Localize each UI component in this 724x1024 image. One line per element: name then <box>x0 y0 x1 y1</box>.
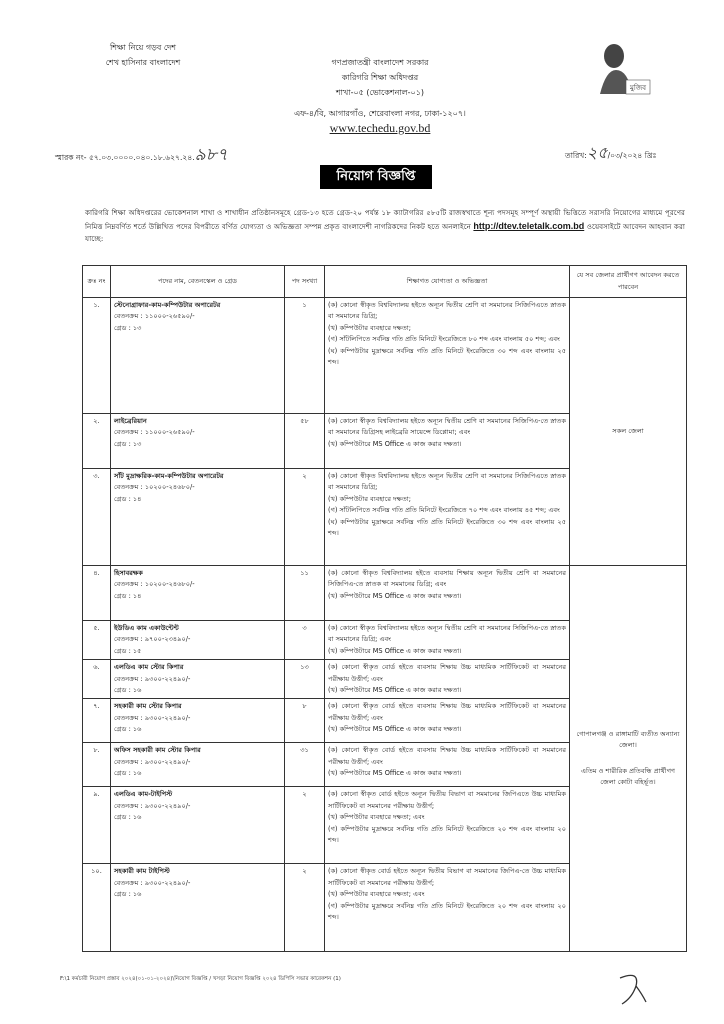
memo-prefix: স্মারক নং- ৫৭.০৩.০০০০.০৪০.১৮.৬২৭.২৪. <box>55 153 195 162</box>
post-count: ৩ <box>285 621 325 660</box>
qualification-cell <box>325 566 570 621</box>
gov-line-3: শাখা-০৫ (ভোকেশনাল-০১) <box>335 88 425 97</box>
header-qualification: শিক্ষাগত যোগ্যতা ও অভিজ্ঞতা <box>325 266 570 298</box>
qualification-cell <box>325 699 570 743</box>
qualification-item: (খ) কম্পিউটারে MS Office এ কাজ করার দক্ষতা। <box>328 646 462 655</box>
notice-date <box>565 140 657 167</box>
qualification-cell <box>325 787 570 864</box>
qualification-item: (খ) কম্পিউটারে MS Office এ কাজ করার দক্ষতা। <box>328 769 462 778</box>
post-name: সহকারী কাম স্টোর কিপার <box>114 702 182 711</box>
qualification-item: (ক) কোনো স্বীকৃত বোর্ড হইতে অন্যূন দ্বিতীয় বিভাগ বা সমমানের জিপিএ-তে উচ্চ মাধ্যমিক সার্টিফিকেট বা সমমানের পরীক্ষায় উত্তীর্ণ; <box>328 867 566 887</box>
pay-scale: বেতনক্রম : ৯৩০০-২২৪৯০/- <box>114 674 191 683</box>
pay-scale: বেতনক্রম : ৯৭০০-২৩৪৯০/- <box>114 635 191 644</box>
header-sl: ক্রঃ নং <box>83 266 111 298</box>
qualification-cell <box>325 621 570 660</box>
row-post-cell <box>111 660 285 699</box>
logo-text: মুজিব <box>629 84 647 92</box>
qualification-item: (খ) কম্পিউটার ব্যবহারে দক্ষতা; <box>328 323 411 332</box>
qualification-item: (খ) কম্পিউটারে MS Office এ কাজ করার দক্ষতা। <box>328 439 462 448</box>
qualification-item: (ক) কোনো স্বীকৃত বোর্ড হইতে ব্যবসায় শিক্ষায় উচ্চ মাধ্যমিক সার্টিফিকেট বা সমমানের পরীক্ষায় উত্তীর্ণ; এবং <box>328 702 566 722</box>
post-count: ২ <box>285 469 325 566</box>
pay-scale: বেতনক্রম : ১১০০০-২৬৫৯০/- <box>114 312 195 321</box>
district-all: সকল জেলা <box>570 298 687 566</box>
post-count: ১ <box>285 298 325 414</box>
qualification-item: (ক) কোনো স্বীকৃত বোর্ড হইতে ব্যবসায় শিক্ষায় উচ্চ মাধ্যমিক সার্টিফিকেট বা সমমানের পরীক্ষায় উত্তীর্ণ; এবং <box>328 663 566 683</box>
district-restriction-text: গোপালগঞ্জ ও রাঙ্গামাটি ব্যতীত অন্যান্য জেলা। <box>576 729 680 750</box>
qualification-item: (ঘ) কম্পিউটার মুদ্রাক্ষরে সর্বনিম্ন গতি প্রতি মিনিটে ইংরেজিতে ৩০ শব্দ এবং বাংলায় ২৫ শব্দ। <box>328 517 566 538</box>
row-serial: ১০. <box>83 864 111 952</box>
qualification-cell <box>325 743 570 787</box>
post-name: সাঁট মুদ্রাক্ষরিক-কাম-কম্পিউটার অপারেটর <box>114 472 224 480</box>
qualification-cell <box>325 469 570 566</box>
row-serial: ১. <box>83 298 111 414</box>
post-count: ২ <box>285 864 325 952</box>
table-body <box>83 298 687 952</box>
pay-grade: গ্রেড : ১৬ <box>114 813 142 822</box>
memo-handwritten-number: ৯৮৭ <box>194 145 228 165</box>
qualification-item: (খ) কম্পিউটারে MS Office এ কাজ করার দক্ষতা। <box>328 686 462 695</box>
qualification-item: (খ) কম্পিউটার ব্যবহারে দক্ষতা; <box>328 494 411 503</box>
qualification-item: (খ) কম্পিউটারে MS Office এ কাজ করার দক্ষতা। <box>328 725 462 734</box>
file-path-footer: F:\1 কর্মচারী নিয়োগ প্রস্তাব ২০২৪(০১-০১-২০২৪)\নিয়োগ বিজ্ঞপ্তি / খসড়া নিয়োগ বিজ্ঞপ্তি ২০২৪ ডিপিসি সভার কারেকশন (1) <box>60 976 341 982</box>
qualification-item: (খ) কম্পিউটার ব্যবহারে দক্ষতা; এবং <box>328 890 425 899</box>
website-link[interactable]: www.techedu.gov.bd <box>329 121 431 135</box>
row-post-cell <box>111 298 285 414</box>
pay-grade: গ্রেড : ১৫ <box>114 646 142 655</box>
row-post-cell <box>111 864 285 952</box>
date-rest: /০৩/২০২৪ খ্রিঃ <box>607 151 657 160</box>
post-name: এলডিএ কাম স্টোর কিপার <box>114 663 184 672</box>
post-name: এলডিএ কাম-টাইপিস্ট <box>114 790 173 799</box>
mujib-logo <box>596 36 654 98</box>
post-count: ৩১ <box>285 743 325 787</box>
pay-scale: বেতনক্রম : ৯৩০০-২২৪৯০/- <box>114 878 191 887</box>
pay-grade: গ্রেড : ১৩ <box>114 439 142 448</box>
signature-mark-icon <box>612 968 652 1008</box>
intro-paragraph <box>85 207 685 246</box>
district-restricted <box>570 566 687 952</box>
district-quota-note: এতিম ও শারীরিক প্রতিবন্ধি প্রার্থীগণ জেলা কোটা বহির্ভূত। <box>580 766 676 787</box>
qualification-item: (ক) কোনো স্বীকৃত বোর্ড হইতে অন্যূন দ্বিতীয় বিভাগ বা সমমানের জিপিএতে উচ্চ মাধ্যমিক সার্টিফিকেট বা সমমানের পরীক্ষায় উত্তীর্ণ; <box>328 790 566 810</box>
qualification-item: (খ) কম্পিউটার ব্যবহারে দক্ষতা; এবং <box>328 813 425 822</box>
gov-line-4: এফ-৪/বি, আগারগাঁও, শেরেবাংলা নগর, ঢাকা-১২০৭। <box>294 109 466 118</box>
qualification-cell <box>325 414 570 469</box>
pay-scale: বেতনক্রম : ৯৩০০-২২৪৯০/- <box>114 713 191 722</box>
post-count: ২ <box>285 787 325 864</box>
post-count: ৮ <box>285 699 325 743</box>
pay-grade: গ্রেড : ১৪ <box>114 494 142 503</box>
post-name: অফিস সহকারী কাম স্টোর কিপার <box>114 746 201 755</box>
qualification-item: (গ) সাঁটলিপিতে সর্বনিম্ন গতি প্রতি মিনিটে ইংরেজিতে ৮০ শব্দ এবং বাংলায় ৫০ শব্দ; এবং <box>328 335 560 344</box>
row-serial: ৮. <box>83 743 111 787</box>
post-count: ১১ <box>285 566 325 621</box>
application-link[interactable]: http://dtev.teletalk.com.bd <box>473 220 585 231</box>
signature <box>612 968 652 1008</box>
qualification-item: (খ) কম্পিউটারে MS Office এ কাজ করার দক্ষতা। <box>328 591 462 600</box>
qualification-cell <box>325 298 570 414</box>
pay-grade: গ্রেড : ১৬ <box>114 890 142 899</box>
intro-text-after: ওয়েবসাইটে আবেদন আহবান করা যাচ্ছে: <box>85 221 685 243</box>
qualification-cell <box>325 660 570 699</box>
qualification-item: (ক) কোনো স্বীকৃত বিশ্ববিদ্যালয় হইতে অন্যূন দ্বিতীয় শ্রেণি বা সমমানের সিজিপিএ-তে স্নাতক বা সমমানের ডিগ্রি; এবং <box>328 624 566 644</box>
post-name: হিসাবরক্ষক <box>114 569 143 577</box>
notice-title: নিয়োগ বিজ্ঞপ্তি <box>320 165 432 189</box>
row-post-cell <box>111 621 285 660</box>
table-row <box>83 566 687 621</box>
pay-scale: বেতনক্রম : ৯৩০০-২২৪৯০/- <box>114 757 191 766</box>
posts-table <box>82 265 687 952</box>
post-name: লাইব্রেরিয়ান <box>114 417 147 425</box>
memo-number <box>55 142 228 170</box>
row-post-cell <box>111 743 285 787</box>
qualification-item: (ক) কোনো স্বীকৃত বিশ্ববিদ্যালয় হইতে অন্যূন দ্বিতীয় শ্রেণি বা সমমানের সিজিপিএ-তে স্নাতক বা সমমানের ডিগ্রিসহ লাইব্রেরি সায়েন্সে ডিপ্লোমা; এবং <box>328 417 566 437</box>
post-name: ইউডিএ কাম একাউন্টেন্ট <box>114 624 179 632</box>
row-serial: ৩. <box>83 469 111 566</box>
qualification-item: (ক) কোনো স্বীকৃত বিশ্ববিদ্যালয় হইতে অন্যূন দ্বিতীয় শ্রেণি বা সমমানের সিজিপিএতে স্নাতক বা সমমানের ডিগ্রি; <box>328 301 566 321</box>
pay-grade: গ্রেড : ১৬ <box>114 769 142 778</box>
post-count: ১৩ <box>285 660 325 699</box>
post-count: ৫৮ <box>285 414 325 469</box>
qualification-cell <box>325 864 570 952</box>
date-prefix: তারিখ: <box>565 151 587 160</box>
pay-grade: গ্রেড : ১৩ <box>114 323 142 332</box>
qualification-item: (গ) কম্পিউটার মুদ্রাক্ষরে সর্বনিম্ন গতি প্রতি মিনিটে ইংরেজিতে ২০ শব্দ এবং বাংলায় ২০ শব্দ। <box>328 901 566 922</box>
pay-grade: গ্রেড : ১৪ <box>114 591 142 600</box>
row-post-cell <box>111 414 285 469</box>
pay-scale: বেতনক্রম : ১১০০০-২৬৫৯০/- <box>114 428 195 437</box>
portrait-icon <box>596 36 654 98</box>
post-name: সহকারী কাম টাইপিস্ট <box>114 867 170 876</box>
header-count: পদ সংখ্যা <box>285 266 325 298</box>
gov-line-2: কারিগরি শিক্ষা অধিদপ্তর <box>341 73 419 82</box>
qualification-item: (গ) সাঁটলিপিতে সর্বনিম্ন গতি প্রতি মিনিটে ইংরেজিতে ৭০ শব্দ এবং বাংলায় ৪৫ শব্দ; এবং <box>328 506 560 515</box>
table-header-row <box>83 266 687 298</box>
table-row <box>83 298 687 414</box>
row-serial: ৬. <box>83 660 111 699</box>
row-serial: ৫. <box>83 621 111 660</box>
post-name: স্টেনোগ্রাফার-কাম-কম্পিউটার অপারেটর <box>114 301 221 309</box>
pay-scale: বেতনক্রম : ১০২০০-২৪৬৮০/- <box>114 580 195 589</box>
row-serial: ৯. <box>83 787 111 864</box>
row-post-cell <box>111 787 285 864</box>
motto <box>88 40 198 70</box>
qualification-item: (ক) কোনো স্বীকৃত বোর্ড হইতে ব্যবসায় শিক্ষায় উচ্চ মাধ্যমিক সার্টিফিকেট বা সমমানের পরীক্ষায় উত্তীর্ণ; এবং <box>328 746 566 766</box>
pay-scale: বেতনক্রম : ১০২০০-২৪৬৮০/- <box>114 483 195 492</box>
pay-grade: গ্রেড : ১৬ <box>114 725 142 734</box>
row-post-cell <box>111 699 285 743</box>
qualification-item: (ঘ) কম্পিউটার মুদ্রাক্ষরে সর্বনিম্ন গতি প্রতি মিনিটে ইংরেজিতে ৩০ শব্দ এবং বাংলায় ২৫ শব্দ। <box>328 346 566 367</box>
gov-line-1: গণপ্রজাতন্ত্রী বাংলাদেশ সরকার <box>331 58 429 67</box>
row-serial: ৪. <box>83 566 111 621</box>
intro-text-before: কারিগরি শিক্ষা অধিদপ্তরের ভোকেশনাল শাখা ও শাখাধীন প্রতিষ্ঠানসমূহে গ্রেড-১৩ হতে গ্রেড-২০ পর্যন্ত ১৮ ক্যাটাগরির ৫৮৫টি রাজস্বখাতে শূন্য পদসমূহ সম্পূর্ণ অস্থায়ী ভিত্তিতে সরাসরি নিয়োগের মাধ্যমে পূরণের নিমিত্ত নিম্নবর্ণিত শর্তে উল্লিখিত পদের বিপরীতে বর্ণিত যোগ্যতা ও অভিজ্ঞতা সম্পন্ন প্রকৃত বাংলাদেশী নাগরিকদের নিকট হতে অনলাইনে <box>85 208 685 231</box>
row-post-cell <box>111 469 285 566</box>
date-handwritten-day: ২৫ <box>586 143 608 162</box>
row-post-cell <box>111 566 285 621</box>
row-serial: ২. <box>83 414 111 469</box>
pay-grade: গ্রেড : ১৬ <box>114 686 142 695</box>
motto-line-1: শিক্ষা নিয়ে গড়ব দেশ <box>109 43 177 52</box>
qualification-item: (গ) কম্পিউটার মুদ্রাক্ষরে সর্বনিম্ন গতি প্রতি মিনিটে ইংরেজিতে ২০ শব্দ এবং বাংলায় ২০ শব্দ। <box>328 824 566 845</box>
header-district: যে সব জেলার প্রার্থীগণ আবেদন করতে পারবেন <box>570 266 687 298</box>
motto-line-2: শেখ হাসিনার বাংলাদেশ <box>105 58 181 67</box>
government-header <box>250 55 510 136</box>
qualification-item: (ক) কোনো স্বীকৃত বিশ্ববিদ্যালয় হইতে অন্যূন দ্বিতীয় শ্রেণি বা সমমানের সিজিপিএতে স্নাতক বা সমমানের ডিগ্রি; <box>328 472 566 492</box>
pay-scale: বেতনক্রম : ৯৩০০-২২৪৯০/- <box>114 801 191 810</box>
qualification-item: (ক) কোনো স্বীকৃত বিশ্ববিদ্যালয় হইতে ব্যবসায় শিক্ষায় অন্যূন দ্বিতীয় শ্রেণি বা সমমানের সিজিপিএ-তে স্নাতক বা সমমানের ডিগ্রি; এবং <box>328 569 566 589</box>
row-serial: ৭. <box>83 699 111 743</box>
header-post: পদের নাম, বেতনস্কেল ও গ্রেড <box>111 266 285 298</box>
